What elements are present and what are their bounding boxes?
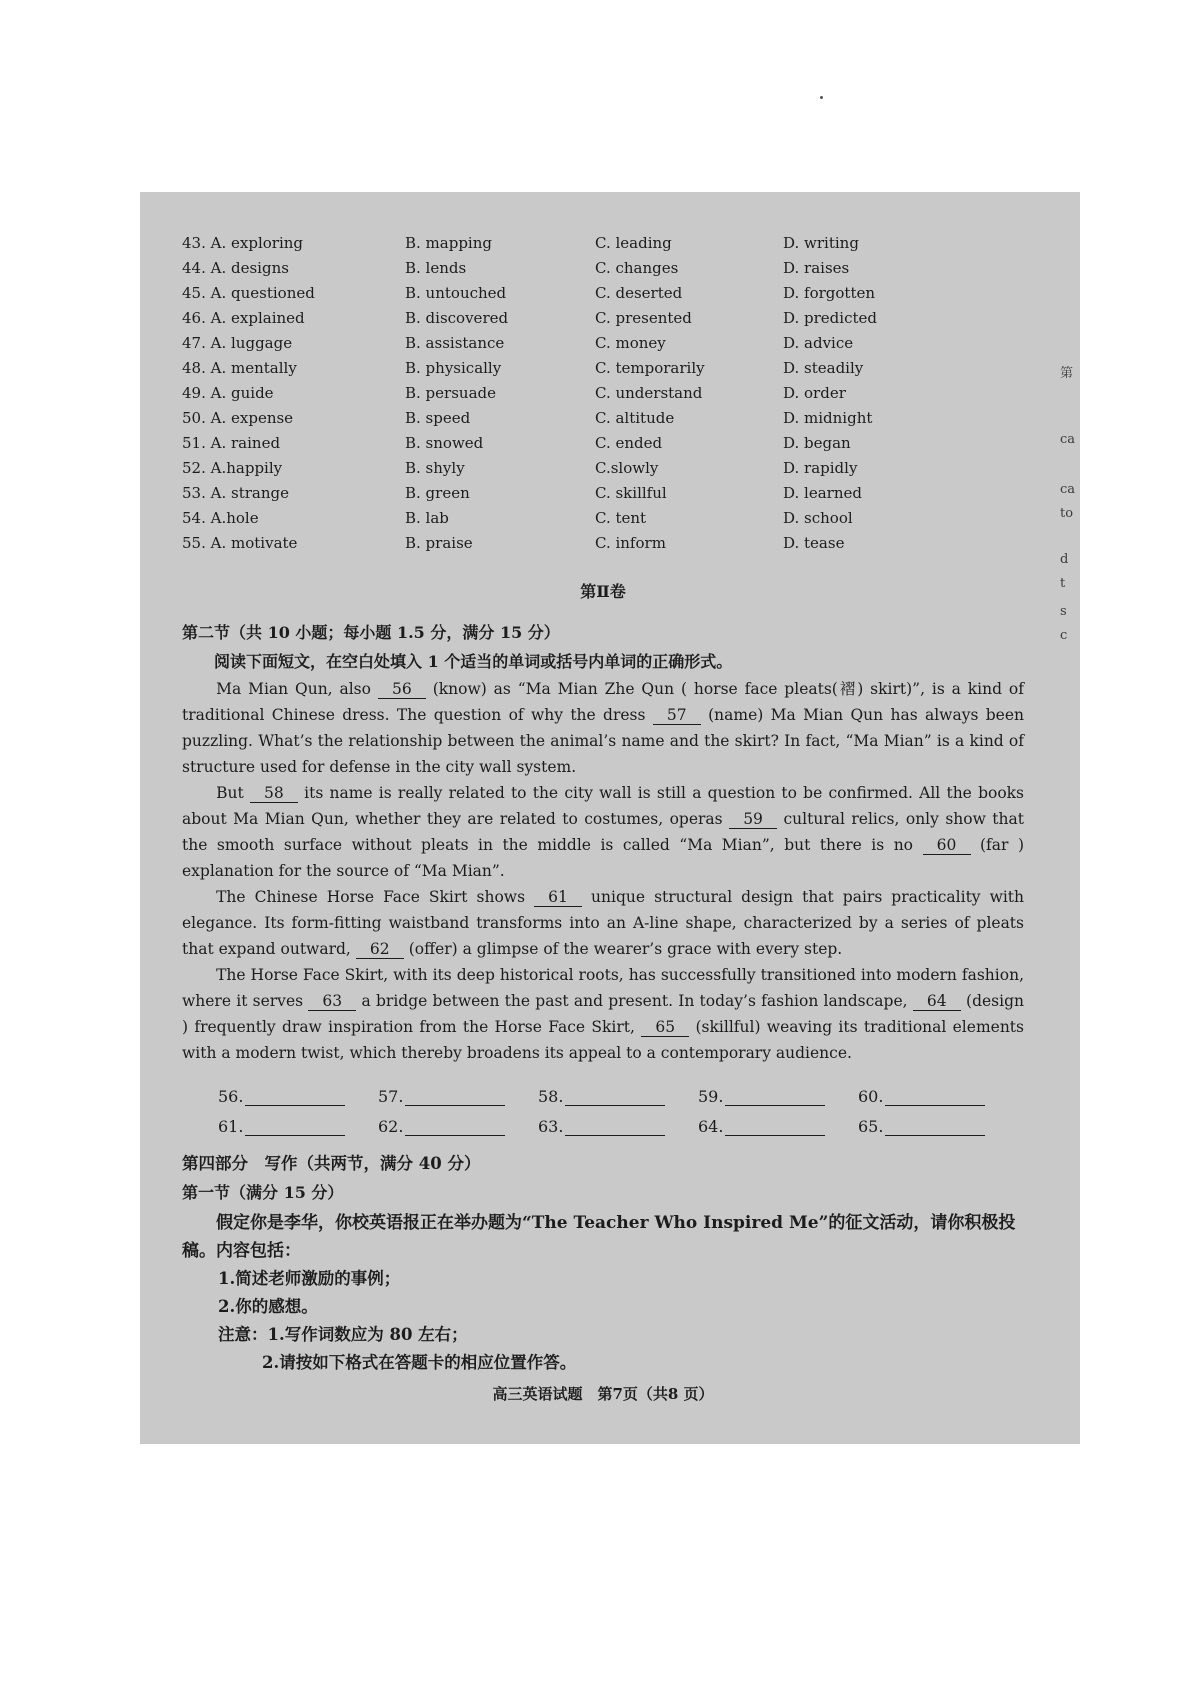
passage-paragraph-3: The Chinese Horse Face Skirt shows 61 unique structural design that pairs practicality with elegance. Its form-fitting waistband transforms into an A-line shape, characterized by a series of pleats that expand outward, 62 (offer) a glimpse of the wearer’s grace with every step. [182,888,1024,958]
blank-64: 64 [913,992,961,1011]
option-c: C. skillful [595,484,667,502]
passage-paragraph-2: But 58 its name is really related to the city wall is still a question to be confirmed. All the books about Ma Mian Qun, whether they are related to costumes, operas 59 cultural relics, only show that the smooth surface without pleats in the middle is called “Ma Mian”, but there is no 60 (far ) explanation for the source of “Ma Mian”. [182,784,1025,880]
option-b: B. speed [405,409,471,427]
option-a: 46. A. explained [182,309,305,327]
option-a: 44. A. designs [182,259,289,277]
option-d: D. raises [783,259,850,277]
blank-57: 57 [653,706,701,725]
option-b: B. assistance [405,334,505,352]
option-c: C. deserted [595,284,683,302]
option-row [182,407,1024,432]
page-content [182,232,1024,1404]
blank-59: 59 [729,810,777,829]
part4-heading: 第四部分 写作（共两节，满分 40 分） [182,1154,481,1173]
answer-slot-56: 56. [218,1087,378,1106]
option-b: B. physically [405,359,502,377]
answer-lines [218,1076,1024,1136]
option-b: B. untouched [405,284,507,302]
option-c: C.slowly [595,459,659,477]
option-c: C. understand [595,384,703,402]
option-a: 48. A. mentally [182,359,297,377]
option-row [182,332,1024,357]
option-a: 51. A. rained [182,434,281,452]
edge-text-3: ca [1060,482,1076,497]
section2-heading: 第二节（共 10 小题；每小题 1.5 分，满分 15 分） [182,623,560,642]
option-d: D. school [783,509,853,527]
option-row [182,257,1024,282]
option-b: B. persuade [405,384,496,402]
section2-instruction: 阅读下面短文，在空白处填入 1 个适当的单词或括号内单词的正确形式。 [214,652,733,671]
answer-slot-59: 59. [698,1087,858,1106]
option-b: B. shyly [405,459,465,477]
option-a: 45. A. questioned [182,284,315,302]
answer-slot-60: 60. [858,1087,1018,1106]
options-table [182,232,1024,557]
option-row [182,282,1024,307]
scan-speck [820,96,823,99]
option-d: D. tease [783,534,845,552]
passage-paragraph-1: Ma Mian Qun, also 56 (know) as “Ma Mian Zhe Qun ( horse face pleats(褶) skirt)”, is a kind of traditional Chinese dress. The question of why the dress 57 (name) Ma Mian Qun has always been puzzling. What’s the relationship between the animal’s name and the skirt? In fact, “Ma Mian” is a kind of structure used for defense in the city wall system. [182,680,1024,776]
option-d: D. steadily [783,359,864,377]
answer-slot-63: 63. [538,1117,698,1136]
option-c: C. inform [595,534,666,552]
option-a: 55. A. motivate [182,534,298,552]
writing-item-1: 1.简述老师激励的事例； [218,1269,401,1288]
answer-slot-62: 62. [378,1117,538,1136]
writing-item-2: 2.你的感想。 [218,1297,318,1316]
option-d: D. forgotten [783,284,876,302]
blank-65: 65 [641,1018,689,1037]
option-c: C. tent [595,509,647,527]
edge-text-1: 第 [1060,366,1074,381]
option-d: D. predicted [783,309,877,327]
option-d: D. learned [783,484,862,502]
option-c: C. changes [595,259,679,277]
page-footer: 高三英语试题 第7页（共8 页） [492,1385,714,1403]
answer-slot-64: 64. [698,1117,858,1136]
option-row [182,232,1024,257]
option-row [182,357,1024,382]
option-a: 49. A. guide [182,384,274,402]
option-d: D. began [783,434,851,452]
blank-56: 56 [378,680,426,699]
option-row [182,382,1024,407]
answer-slot-61: 61. [218,1117,378,1136]
answer-row-1 [218,1076,1024,1106]
option-row [182,482,1024,507]
option-c: C. temporarily [595,359,705,377]
option-a: 54. A.hole [182,509,259,527]
writing-note-1: 注意：1.写作词数应为 80 左右； [218,1325,468,1344]
option-b: B. snowed [405,434,484,452]
answer-slot-57: 57. [378,1087,538,1106]
writing-prompt: 假定你是李华，你校英语报正在举办题为“The Teacher Who Inspired Me”的征文活动，请你积极投稿。内容包括： [182,1213,1016,1261]
part4-sub-heading: 第一节（满分 15 分） [182,1183,344,1202]
answer-row-2 [218,1106,1024,1136]
option-row [182,457,1024,482]
option-row [182,432,1024,457]
option-d: D. writing [783,234,859,252]
option-b: B. mapping [405,234,492,252]
answer-slot-58: 58. [538,1087,698,1106]
option-b: B. lab [405,509,449,527]
blank-58: 58 [250,784,298,803]
answer-slot-65: 65. [858,1117,1018,1136]
option-d: D. midnight [783,409,873,427]
option-row [182,307,1024,332]
exam-sheet [140,192,1080,1444]
option-a: 47. A. luggage [182,334,293,352]
adjacent-page-edge [1054,192,1080,1444]
option-b: B. green [405,484,470,502]
option-c: C. ended [595,434,663,452]
option-a: 52. A.happily [182,459,283,477]
option-b: B. discovered [405,309,509,327]
option-c: C. leading [595,234,672,252]
edge-text-4: to [1060,506,1074,521]
option-c: C. presented [595,309,692,327]
edge-text-2: ca [1060,432,1076,447]
blank-62: 62 [356,940,404,959]
option-d: D. advice [783,334,854,352]
volume-title: 第Ⅱ卷 [580,582,626,601]
blank-63: 63 [308,992,356,1011]
option-a: 53. A. strange [182,484,289,502]
edge-text-7: s [1060,604,1067,619]
option-row [182,507,1024,532]
blank-61: 61 [534,888,582,907]
passage-paragraph-4: The Horse Face Skirt, with its deep historical roots, has successfully transitioned into modern fashion, where it serves 63 a bridge between the past and present. In today’s fashion landscape, 64 (design ) frequently draw inspiration from the Horse Face Skirt, 65 (skillful) weaving its traditional elements with a modern twist, which thereby broadens its appeal to a contemporary audience. [182,966,1024,1062]
edge-text-6: t [1060,576,1066,591]
edge-text-5: d [1060,552,1069,567]
option-a: 43. A. exploring [182,234,304,252]
option-b: B. praise [405,534,473,552]
option-d: D. rapidly [783,459,858,477]
blank-60: 60 [923,836,971,855]
option-row [182,532,1024,557]
option-d: D. order [783,384,846,402]
option-a: 50. A. expense [182,409,294,427]
option-b: B. lends [405,259,467,277]
edge-text-8: c [1060,628,1068,643]
writing-note-2: 2.请按如下格式在答题卡的相应位置作答。 [262,1353,577,1372]
option-c: C. altitude [595,409,675,427]
option-c: C. money [595,334,666,352]
